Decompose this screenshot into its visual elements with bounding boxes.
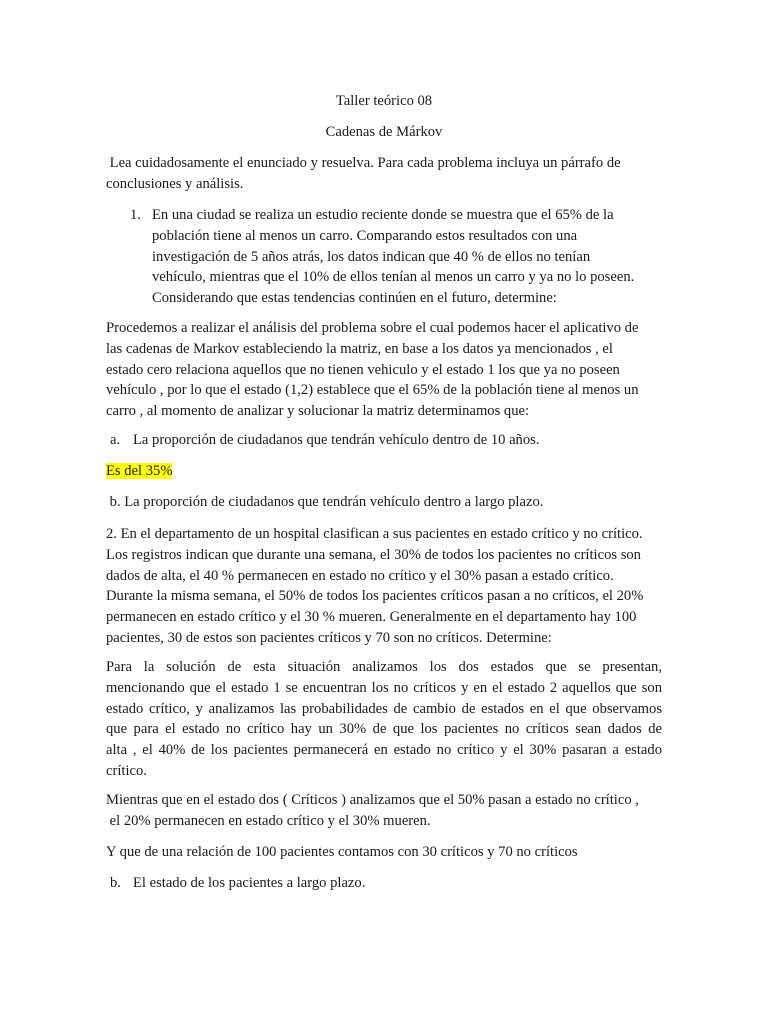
item-b2-marker: b. xyxy=(110,875,121,891)
analysis-2-paragraph xyxy=(106,657,662,782)
analysis-3-line: el 20% permanecen en estado crítico y el 30% mueren. xyxy=(106,812,431,829)
document-title: Taller teórico 08 xyxy=(335,93,433,109)
problem-1-line: En una ciudad se realiza un estudio reciente donde se muestra que el 65% de la xyxy=(152,207,614,223)
analysis-1-line: estado cero relaciona aquellos que no tienen vehiculo y el estado 1 los que ya no poseen xyxy=(106,361,620,378)
problem-2-line: Los registros indican que durante una semana, el 30% de todos los pacientes no críticos son xyxy=(106,546,641,563)
item-b1-paragraph xyxy=(106,492,662,513)
analysis-3-line: Mientras que en el estado dos ( Críticos ) analizamos que el 50% pasan a estado no crítico , xyxy=(106,792,639,808)
problem-2-paragraph xyxy=(106,524,662,649)
answer-a-paragraph xyxy=(106,461,662,482)
instructions-paragraph xyxy=(106,153,662,195)
problem-2-line: pacientes, 30 de estos son pacientes críticos y 70 son no críticos. Determine: xyxy=(106,629,552,646)
analysis-4-paragraph xyxy=(106,842,662,863)
analysis-2-line: crítico. xyxy=(106,762,147,779)
analysis-1-line: carro , al momento de analizar y solucionar la matriz determinamos que: xyxy=(106,403,530,420)
document-subtitle: Cadenas de Márkov xyxy=(325,124,443,140)
problem-1-number: 1. xyxy=(130,207,141,223)
problem-2-line: 2. En el departamento de un hospital clasifican a sus pacientes en estado crítico y no crítico. xyxy=(106,526,643,542)
problem-1-line: investigación de 5 años atrás, los datos indican que 40 % de ellos no tenían xyxy=(152,248,591,265)
analysis-2-line: mencionando que el estado 1 se encuentran los no críticos y en el estado 2 aquellos que son xyxy=(106,679,662,696)
analysis-2-line: estado crítico, y analizamos las probabilidades de cambio de estados en el que observamos xyxy=(106,700,662,717)
problem-1-line: vehículo, mientras que el 10% de ellos tenían al menos un carro y ya no lo poseen. xyxy=(152,269,635,286)
analysis-2-line: que para el estado no crítico hay un 30% de que los pacientes no críticos sean dados de xyxy=(106,721,662,738)
analysis-1-line: vehículo , por lo que el estado (1,2) establece que el 65% de la población tiene al menos un xyxy=(106,382,639,399)
problem-2-line: permanecen en estado crítico y el 30 % mueren. Generalmente en el departamento hay 100 xyxy=(106,609,637,626)
analysis-3-paragraph xyxy=(106,790,662,832)
analysis-1-line: Procedemos a realizar el análisis del problema sobre el cual podemos hacer el aplicativo de xyxy=(106,320,639,336)
problem-1-statement xyxy=(152,205,662,309)
analysis-4-line: Y que de una relación de 100 pacientes contamos con 30 críticos y 70 no críticos xyxy=(106,844,578,860)
analysis-2-line: alta , el 40% de los pacientes permanecerá en estado no crítico y el 30% pasaran a estado xyxy=(106,742,662,759)
item-a-text: La proporción de ciudadanos que tendrán vehículo dentro de 10 años. xyxy=(133,432,540,448)
problem-2-line: Durante la misma semana, el 50% de todos los pacientes críticos pasan a no críticos, el 20% xyxy=(106,588,644,605)
item-a-marker: a. xyxy=(110,432,121,448)
problem-2-line: dados de alta, el 40 % permanecen en estado no crítico y el 30% pasan a estado crítico. xyxy=(106,567,614,584)
item-b1-text: b. La proporción de ciudadanos que tendrán vehículo dentro a largo plazo. xyxy=(106,494,544,510)
analysis-1-line: las cadenas de Markov estableciendo la matriz, en base a los datos ya mencionados , el xyxy=(106,340,613,357)
analysis-1-paragraph xyxy=(106,318,662,422)
problem-1-line: Considerando que estas tendencias continúen en el futuro, determine: xyxy=(152,290,557,307)
instructions-line: Lea cuidadosamente el enunciado y resuelva. Para cada problema incluya un párrafo de xyxy=(106,155,621,171)
answer-a-highlight: Es del 35% xyxy=(106,463,173,479)
problem-1-line: población tiene al menos un carro. Comparando estos resultados con una xyxy=(152,227,578,244)
analysis-2-line: Para la solución de esta situación analizamos los dos estados que se presentan, xyxy=(106,659,662,675)
instructions-line: conclusiones y análisis. xyxy=(106,175,244,192)
item-b2-text: El estado de los pacientes a largo plazo. xyxy=(133,875,366,891)
